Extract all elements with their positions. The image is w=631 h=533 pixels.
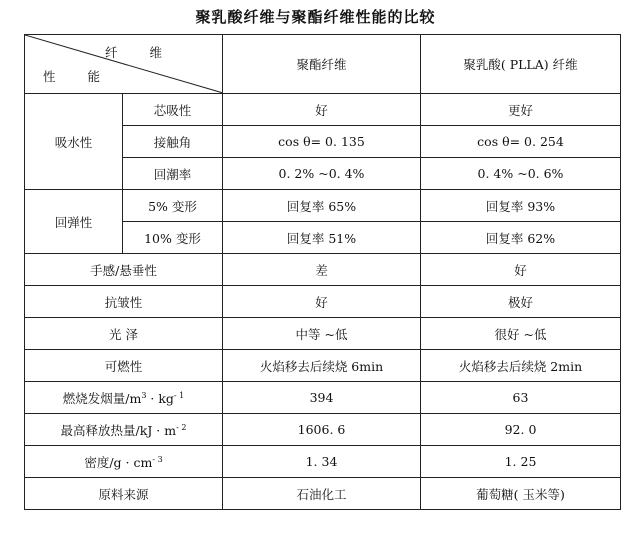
cell-plla: 极好 — [421, 286, 621, 318]
row-label: 芯吸性 — [123, 94, 223, 126]
cell-polyester: 1. 34 — [223, 446, 421, 478]
cell-polyester: 1606. 6 — [223, 414, 421, 446]
row-label: 原料来源 — [25, 478, 223, 510]
row-label: 抗皱性 — [25, 286, 223, 318]
unit-exponent: - 3 — [152, 454, 163, 464]
table-row — [25, 350, 621, 382]
row-label: 可燃性 — [25, 350, 223, 382]
table-row — [25, 318, 621, 350]
cell-plla: 葡萄糖( 玉米等) — [421, 478, 621, 510]
row-label — [25, 446, 223, 478]
cell-polyester: 中等 ~低 — [223, 318, 421, 350]
table-row — [25, 254, 621, 286]
cell-polyester: 好 — [223, 94, 421, 126]
diagonal-header-cell — [25, 35, 223, 94]
unit-exponent: 3 — [141, 390, 147, 400]
group-label-water: 吸水性 — [25, 94, 123, 190]
table-header-row — [25, 35, 621, 94]
group-label-elastic: 回弹性 — [25, 190, 123, 254]
header-property-label: 性 能 — [43, 69, 114, 84]
row-label — [25, 382, 223, 414]
table-row — [25, 414, 621, 446]
cell-plla: 好 — [421, 254, 621, 286]
cell-polyester: 石油化工 — [223, 478, 421, 510]
header-polyester: 聚酯纤维 — [223, 35, 421, 94]
table-title: 聚乳酸纤维与聚酯纤维性能的比较 — [195, 8, 436, 26]
unit-exponent: - 1 — [173, 390, 185, 400]
unit-exponent: - 2 — [176, 422, 187, 432]
comparison-table — [24, 34, 621, 510]
cell-plla: 63 — [421, 382, 621, 414]
row-label: 10% 变形 — [123, 222, 223, 254]
row-label-text: 燃烧发烟量/m — [62, 390, 142, 406]
table-row — [25, 478, 621, 510]
header-fiber-label: 纤 维 — [105, 45, 176, 60]
row-label-text: 密度/g · cm — [84, 454, 153, 470]
row-label-text: 最高释放热量/kJ · m — [60, 422, 177, 438]
cell-polyester: 差 — [223, 254, 421, 286]
table-row — [25, 286, 621, 318]
table-row — [25, 190, 621, 222]
row-label — [25, 414, 223, 446]
row-label: 5% 变形 — [123, 190, 223, 222]
cell-polyester: 回复率 65% — [223, 190, 421, 222]
cell-plla: 很好 ~低 — [421, 318, 621, 350]
cell-polyester: 火焰移去后续烧 6min — [223, 350, 421, 382]
cell-polyester: 0. 2% ~0. 4% — [223, 158, 421, 190]
cell-polyester: 回复率 51% — [223, 222, 421, 254]
header-plla: 聚乳酸( PLLA) 纤维 — [421, 35, 621, 94]
cell-plla: 更好 — [421, 94, 621, 126]
row-label: 手感/悬垂性 — [25, 254, 223, 286]
cell-plla: 回复率 93% — [421, 190, 621, 222]
cell-plla: 回复率 62% — [421, 222, 621, 254]
table-row — [25, 382, 621, 414]
cell-plla: 0. 4% ~0. 6% — [421, 158, 621, 190]
cell-polyester: 394 — [223, 382, 421, 414]
table-row — [25, 446, 621, 478]
row-label: 光 泽 — [25, 318, 223, 350]
row-label: 接触角 — [123, 126, 223, 158]
cell-polyester: 好 — [223, 286, 421, 318]
row-label-unit: · kg — [146, 390, 174, 406]
table-row — [25, 94, 621, 126]
cell-plla: 92. 0 — [421, 414, 621, 446]
cell-plla: cos θ= 0. 254 — [421, 126, 621, 158]
cell-polyester: cos θ= 0. 135 — [223, 126, 421, 158]
cell-plla: 火焰移去后续烧 2min — [421, 350, 621, 382]
row-label: 回潮率 — [123, 158, 223, 190]
cell-plla: 1. 25 — [421, 446, 621, 478]
